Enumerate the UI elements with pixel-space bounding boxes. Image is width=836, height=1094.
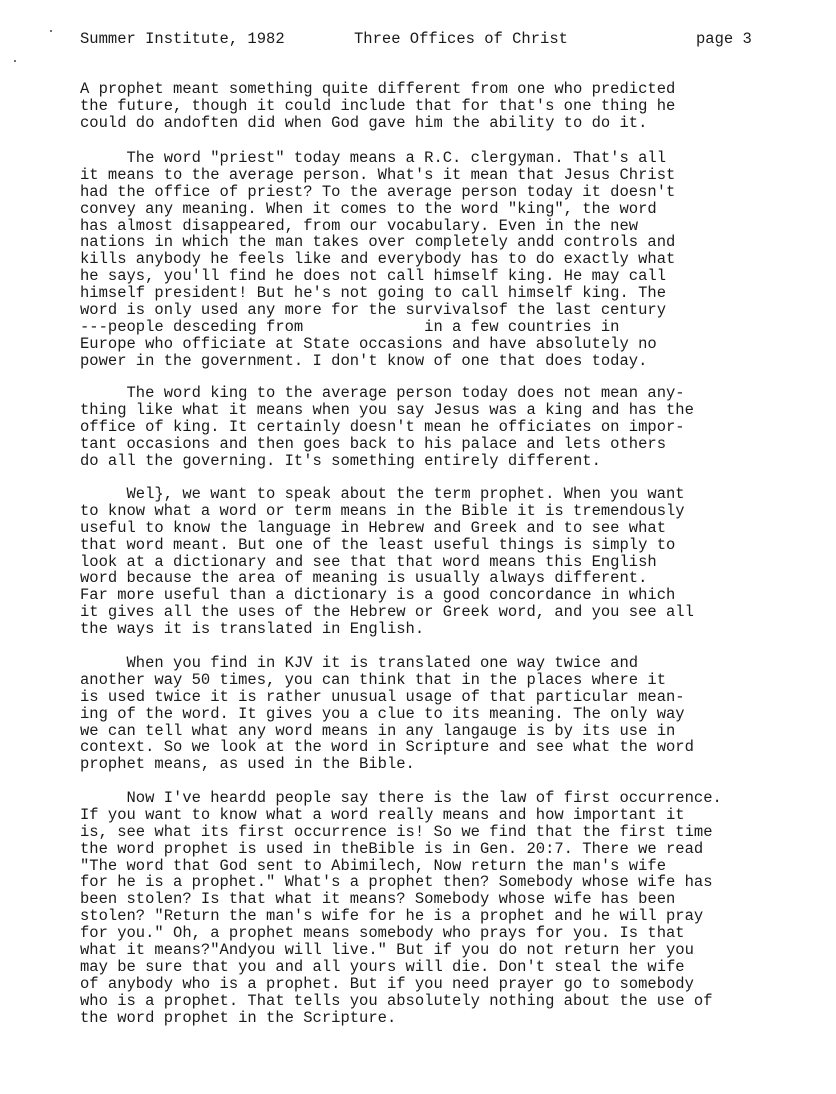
text-line: word because the area of meaning is usually always different. — [80, 569, 648, 588]
text-line: to know what a word or term means in the Bible it is tremendously — [80, 501, 685, 520]
text-line: of anybody who is a prophet. But if you need prayer go to somebody — [80, 974, 694, 993]
text-line: A prophet meant something quite different from one who predicted — [80, 80, 676, 98]
text-line: Far more useful than a dictionary is a good concordance in which — [80, 586, 676, 605]
text-line: it gives all the uses of the Hebrew or Greek word, and you see all — [80, 603, 694, 622]
text-line: When you find in KJV it is translated one way twice and — [80, 654, 639, 672]
text-line: do all the governing. It's something entirely different. — [80, 451, 601, 470]
text-line: for you." Oh, a prophet means somebody who prays for you. Is that — [80, 924, 685, 943]
text-line: we can tell what any word means in any langauge is by its use in — [80, 721, 676, 740]
text-line: The word king to the average person today does not mean any- — [80, 384, 685, 402]
paragraph-3 — [80, 385, 800, 469]
text-line: been stolen? Is that what it means? Somebody whose wife has been — [80, 890, 676, 909]
page-header — [80, 30, 780, 52]
paragraph-1 — [80, 81, 800, 132]
text-line: the word prophet is used in theBible is in Gen. 20:7. There we read — [80, 839, 704, 858]
text-line: convey any meaning. When it comes to the word "king", the word — [80, 199, 657, 218]
text-line: ing of the word. It gives you a clue to its meaning. The only way — [80, 704, 685, 723]
paragraph-5 — [80, 655, 800, 773]
text-line: word is only used any more for the survivalsof the last century — [80, 301, 666, 320]
text-line: what it means?"Andyou will live." But if you do not return her you — [80, 941, 694, 960]
text-line: that word meant. But one of the least useful things is simply to — [80, 535, 676, 554]
text-line: If you want to know what a word really means and how important it — [80, 805, 685, 824]
text-line: is, see what its first occurrence is! So we find that the first time — [80, 822, 713, 841]
text-line: Now I've heardd people say there is the law of first occurrence. — [80, 789, 722, 807]
text-line: useful to know the language in Hebrew and Greek and to see what — [80, 518, 666, 537]
text-line: kills anybody he feels like and everybody has to do exactly what — [80, 250, 676, 269]
text-line: is used twice it is rather unusual usage of that particular mean- — [80, 687, 685, 706]
text-line: the word prophet in the Scripture. — [80, 1008, 397, 1027]
header-title: Three Offices of Christ — [354, 30, 568, 48]
text-line: may be sure that you and all yours will die. Don't steal the wife — [80, 957, 685, 976]
text-line: Wel}, we want to speak about the term prophet. When you want — [80, 485, 685, 503]
text-line: himself president! But he's not going to call himself king. The — [80, 284, 666, 303]
text-line: ---people desceding from in a few countries in — [80, 317, 620, 336]
text-line: nations in which the man takes over completely andd controls and — [80, 233, 676, 252]
text-line: the ways it is translated in English. — [80, 620, 425, 639]
text-line: thing like what it means when you say Jesus was a king and has the — [80, 400, 694, 419]
text-line: could do andoften did when God gave him the ability to do it. — [80, 113, 648, 132]
text-line: "The word that God sent to Abimilech, Now return the man's wife — [80, 856, 666, 875]
text-line: he says, you'll find he does not call himself king. He may call — [80, 267, 666, 286]
paragraph-6 — [80, 790, 800, 1026]
text-line: another way 50 times, you can think that in the places where it — [80, 670, 666, 689]
text-line: look at a dictionary and see that that word means this English — [80, 552, 657, 571]
text-line: The word "priest" today means a R.C. clergyman. That's all — [80, 149, 666, 167]
text-line: had the office of priest? To the average person today it doesn't — [80, 182, 676, 201]
text-line: for he is a prophet." What's a prophet then? Somebody whose wife has — [80, 873, 713, 892]
paragraph-4 — [80, 486, 800, 638]
scan-speck — [50, 30, 52, 32]
text-line: stolen? "Return the man's wife for he is a prophet and he will pray — [80, 907, 704, 926]
text-line: Europe who officiate at State occasions and have absolutely no — [80, 334, 657, 353]
header-page-number: page 3 — [696, 30, 752, 48]
paragraph-2 — [80, 150, 800, 370]
header-event: Summer Institute, 1982 — [80, 30, 285, 48]
text-line: it means to the average person. What's it mean that Jesus Christ — [80, 165, 676, 184]
text-line: prophet means, as used in the Bible. — [80, 755, 415, 774]
text-line: has almost disappeared, from our vocabulary. Even in the new — [80, 216, 639, 235]
text-line: tant occasions and then goes back to his palace and lets others — [80, 434, 666, 453]
text-line: context. So we look at the word in Scripture and see what the word — [80, 738, 694, 757]
text-line: office of king. It certainly doesn't mean he officiates on impor- — [80, 417, 685, 436]
text-line: who is a prophet. That tells you absolutely nothing about the use of — [80, 991, 713, 1010]
scan-speck — [14, 60, 16, 62]
text-line: the future, though it could include that for that's one thing he — [80, 96, 676, 115]
text-line: power in the government. I don't know of one that does today. — [80, 351, 648, 370]
